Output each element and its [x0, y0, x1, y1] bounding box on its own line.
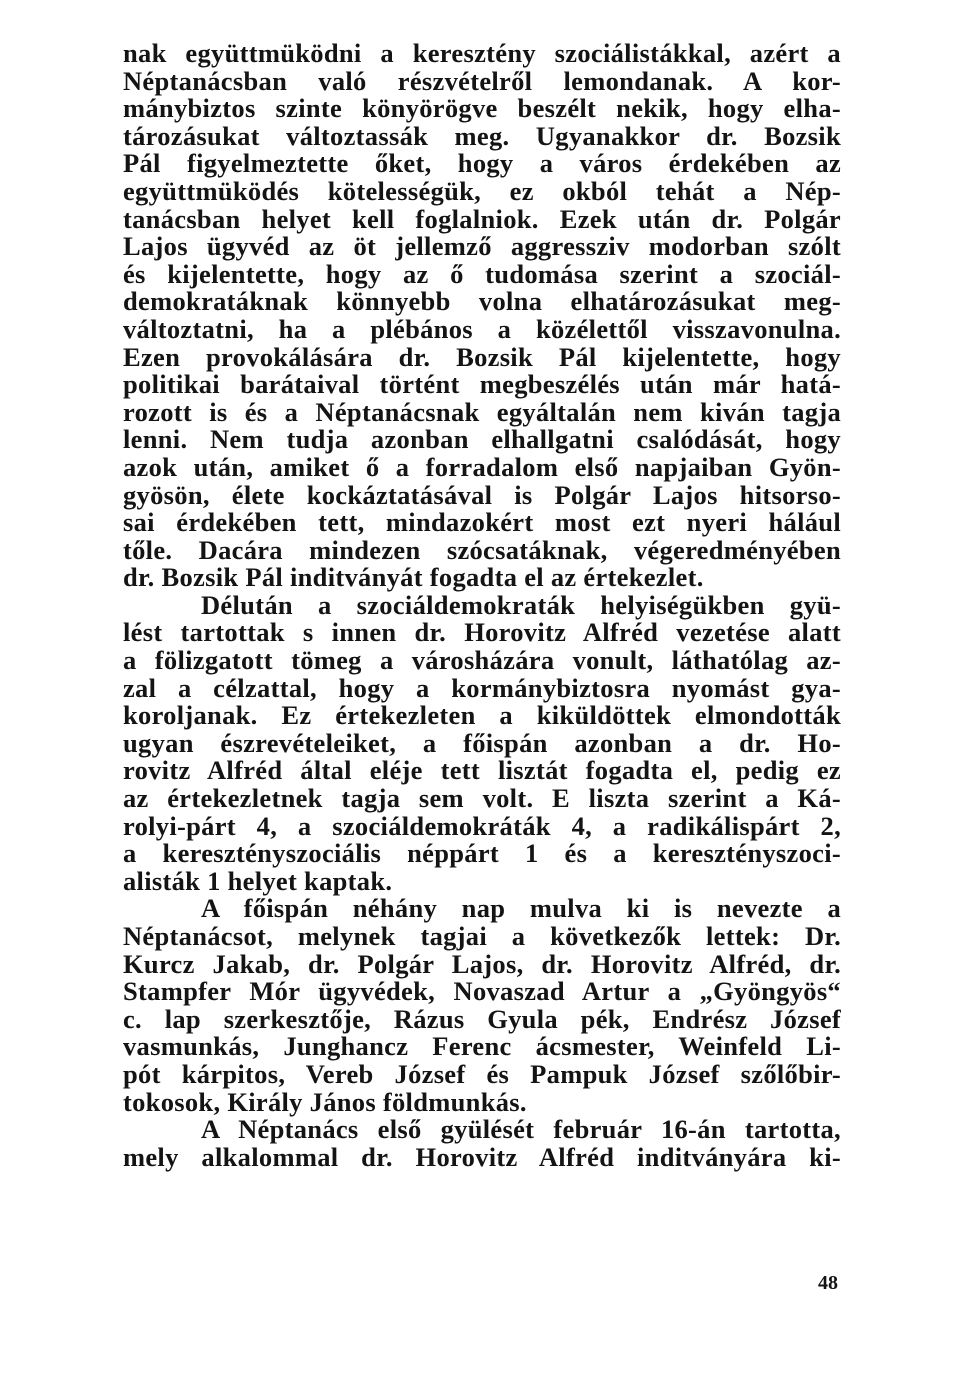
text-line: A főispán néhány nap mulva ki is nevezte a [201, 893, 841, 924]
text-line: c. lap szerkesztője, Rázus Gyula pék, Endrész József [123, 1003, 841, 1034]
text-line: mánybiztos szinte könyörögve beszélt nekik, hogy elha- [123, 93, 841, 124]
text-line: tőle. Dacára mindezen szócsatáknak, végeredményében [123, 534, 841, 565]
text-line: tanácsban helyet kell foglalniok. Ezek után dr. Polgár [123, 203, 841, 234]
text-line: Stampfer Mór ügyvédek, Novaszad Artur a „Gyöngyös“ [123, 976, 841, 1007]
text-line: lenni. Nem tudja azonban elhallgatni csalódását, hogy [123, 424, 841, 455]
text-line: alisták 1 helyet kaptak. [123, 865, 393, 896]
text-line: és kijelentette, hogy az ő tudomása szerint a szociál- [123, 258, 841, 289]
text-line: Délután a szociáldemokraták helyiségükben gyü- [201, 589, 841, 620]
text-line: együttmüködés kötelességük, ez okból tehát a Nép- [123, 175, 841, 206]
text-line: politikai barátaival történt megbeszélés után már hatá- [123, 369, 841, 400]
text-line: Pál figyelmeztette őket, hogy a város érdekében az [123, 148, 841, 179]
text-line: tokosok, Király János földmunkás. [123, 1086, 527, 1117]
text-line: az értekezletnek tagja sem volt. E liszta szerint a Ká- [123, 783, 841, 814]
page-number: 48 [818, 1272, 838, 1294]
text-line: változtatni, ha a plébános a közélettől visszavonulna. [123, 313, 841, 344]
text-line: sai érdekében tett, mindazokért most ezt nyeri hálául [123, 507, 841, 538]
text-line: Néptanácsban való részvételről lemondanak. A kor- [123, 65, 841, 96]
text-line: nak együttmüködni a keresztény szociálistákkal, azért a [123, 38, 841, 68]
text-line: a keresztényszociális néppárt 1 és a keresztényszoci- [123, 838, 841, 869]
text-line: vasmunkás, Junghancz Ferenc ácsmester, Weinfeld Li- [123, 1031, 841, 1062]
text-line: koroljanak. Ez értekezleten a kiküldöttek elmondották [123, 700, 841, 731]
text-line: Lajos ügyvéd az öt jellemző aggressziv modorban szólt [123, 231, 841, 262]
text-line: lést tartottak s innen dr. Horovitz Alfréd vezetése alatt [123, 617, 841, 648]
text-line: Kurcz Jakab, dr. Polgár Lajos, dr. Horovitz Alfréd, dr. [123, 948, 841, 979]
text-line: A Néptanács első gyülését február 16-án tartotta, [201, 1114, 841, 1145]
text-line: gyösön, élete kockáztatásával is Polgár Lajos hitsorso- [123, 479, 841, 510]
text-line: rozott is és a Néptanácsnak egyáltalán nem kiván tagja [123, 396, 841, 427]
text-line: azok után, amiket ő a forradalom első napjaiban Gyön- [123, 451, 841, 482]
text-line: tározásukat változtassák meg. Ugyanakkor dr. Bozsik [123, 120, 841, 151]
text-line: pót kárpitos, Vereb József és Pampuk József szőlőbir- [123, 1058, 841, 1089]
text-line: dr. Bozsik Pál inditványát fogadta el az értekezlet. [123, 562, 704, 593]
text-line: a fölizgatott tömeg a városházára vonult, láthatólag az- [123, 645, 841, 676]
text-line: mely alkalommal dr. Horovitz Alfréd inditványára ki- [123, 1141, 841, 1172]
body-text [123, 40, 841, 1171]
text-line: ugyan észrevételeiket, a főispán azonban a dr. Ho- [123, 727, 841, 758]
text-line: Ezen provokálására dr. Bozsik Pál kijelentette, hogy [123, 341, 841, 372]
text-line: demokratáknak könnyebb volna elhatározásukat meg- [123, 286, 841, 317]
text-line: rovitz Alfréd által eléje tett lisztát fogadta el, pedig ez [123, 755, 841, 786]
text-line: Néptanácsot, melynek tagjai a következők lettek: Dr. [123, 921, 841, 951]
text-line: rolyi-párt 4, a szociáldemokráták 4, a radikálispárt 2, [123, 810, 841, 841]
text-line: zal a célzattal, hogy a kormánybiztosra nyomást gya- [123, 672, 841, 703]
